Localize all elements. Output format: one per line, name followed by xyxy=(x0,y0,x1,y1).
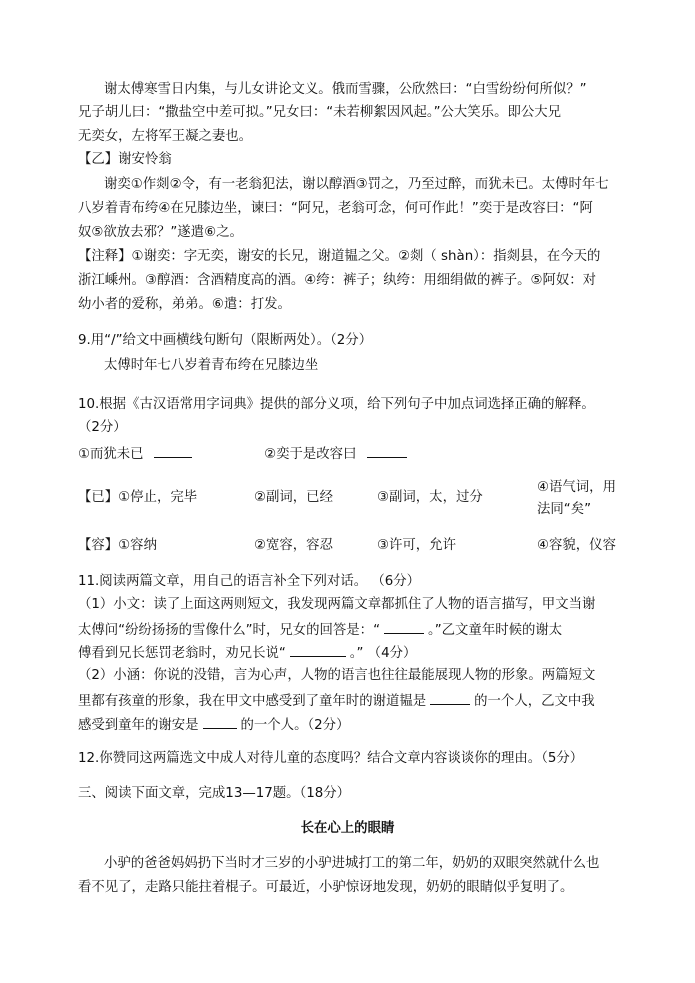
question-11-text: 的一个人。（2分） xyxy=(240,718,350,733)
passage-jia-line-1: 谢太傅寒雪日内集，与儿女讲论文义。俄而雪骤，公欣然曰：“白雪纷纷何所似？” xyxy=(104,82,587,97)
article-line-1: 小驴的爸爸妈妈扔下当时才三岁的小驴进城打工的第二年，奶奶的双眼突然就什么也 xyxy=(104,856,600,871)
def-yi-4b: 法同“矣” xyxy=(537,502,592,517)
question-11-text: 太傅问“纷纷扬扬的雪像什么”时，兄女的回答是：“ xyxy=(78,623,381,638)
answer-blank[interactable] xyxy=(367,443,407,458)
question-11-text: 傅看到兄长惩罚老翁时，劝兄长说“ xyxy=(78,646,286,661)
def-rong-4: ④容貌，仪容 xyxy=(537,538,616,553)
def-rong-3: ③许可，允许 xyxy=(377,538,456,553)
passage-jia-line-3: 无奕女，左将军王凝之妻也。 xyxy=(78,129,253,144)
passage-yi-heading: 【乙】谢安怜翁 xyxy=(78,152,172,167)
article-title: 长在心上的眼睛 xyxy=(300,821,395,836)
answer-blank[interactable] xyxy=(203,714,237,729)
passage-jia-line-2: 兄子胡儿曰：“撒盐空中差可拟。”兄女曰：“未若柳絮因风起。”公大笑乐。即公大兄 xyxy=(78,105,562,120)
question-10-line-1: 10.根据《古汉语常用字词典》提供的部分义项，给下列句子中加点词选择正确的解释。 xyxy=(78,397,595,412)
question-11-part1-line1: （1）小文：读了上面这两则短文，我发现两篇文章都抓住了人物的语言描写，甲文当谢 xyxy=(78,597,596,612)
answer-blank[interactable] xyxy=(154,443,192,458)
notes-line-3: 幼小者的爱称，弟弟。⑥遣：打发。 xyxy=(78,297,291,312)
def-yi-2: ②副词，已经 xyxy=(254,490,333,505)
answer-blank[interactable] xyxy=(384,619,424,634)
def-yi-4a: ④语气词，用 xyxy=(537,480,616,495)
question-10-items xyxy=(78,443,407,465)
def-rong-1: 【容】①容纳 xyxy=(78,538,157,553)
passage-yi-line-3: 奴⑤欲放去邪？”遂遣⑥之。 xyxy=(78,225,243,240)
def-rong-2: ②宽容，容忍 xyxy=(254,538,333,553)
def-yi-3: ③副词，太，过分 xyxy=(377,490,483,505)
question-11-text: 的一个人，乙文中我 xyxy=(474,694,595,709)
notes-line-1: 【注释】①谢奕：字无奕，谢安的长兄，谢道韫之父。②剡（ shàn）：指剡县，在今天的 xyxy=(78,249,601,264)
question-10-line-2: （2分） xyxy=(78,420,127,435)
def-yi-1: 【已】①停止，完毕 xyxy=(78,490,198,505)
question-11-text: 里都有孩童的形象，我在甲文中感受到了童年时的谢道韫是 xyxy=(78,694,427,709)
question-11-part2-line3 xyxy=(78,714,349,736)
question-9-sentence: 太傅时年七八岁着青布绔在兄膝边坐 xyxy=(104,358,319,373)
question-10-item-1: ①而犹未已 xyxy=(78,447,144,462)
question-11-part2-line1: （2）小涵：你说的没错，言为心声，人物的语言也往往最能展现人物的形象。两篇短文 xyxy=(78,668,596,683)
question-11-text: 。”乙文童年时候的谢太 xyxy=(428,623,563,638)
question-11: 11.阅读两篇文章，用自己的语言补全下列对话。 （6分） xyxy=(78,574,421,589)
question-9: 9.用“/”给文中画横线句断句（限断两处）。（2分） xyxy=(78,333,373,348)
article-line-2: 看不见了，走路只能拄着棍子。可最近，小驴惊讶地发现，奶奶的眼睛似乎复明了。 xyxy=(78,880,574,895)
answer-blank[interactable] xyxy=(430,690,470,705)
question-11-part2-line2 xyxy=(78,690,595,712)
question-10-item-2: ②奕于是改容曰 xyxy=(264,447,357,462)
answer-blank[interactable] xyxy=(290,642,346,657)
passage-yi-line-2: 八岁着青布绔④在兄膝边坐，谏曰：“阿兄，老翁可念，何可作此！”奕于是改容曰：“阿 xyxy=(78,201,593,216)
question-11-part1-line2 xyxy=(78,619,562,641)
section-3-heading: 三、阅读下面文章，完成13—17题。（18分） xyxy=(78,786,351,801)
question-11-text: 。” （4分） xyxy=(349,646,417,661)
question-11-text: 感受到童年的谢安是 xyxy=(78,718,199,733)
question-11-part1-line3 xyxy=(78,642,416,664)
passage-yi-line-1: 谢奕①作剡②令，有一老翁犯法，谢以醇酒③罚之，乃至过醉，而犹未已。太傅时年七 xyxy=(104,177,609,192)
notes-line-2: 浙江嵊州。③醇酒：含酒精度高的酒。④绔：裤子；纨绔：用细绢做的裤子。⑤阿奴：对 xyxy=(78,273,597,288)
question-12: 12.你赞同这两篇选文中成人对待儿童的态度吗？结合文章内容谈谈你的理由。（5分） xyxy=(78,751,584,766)
